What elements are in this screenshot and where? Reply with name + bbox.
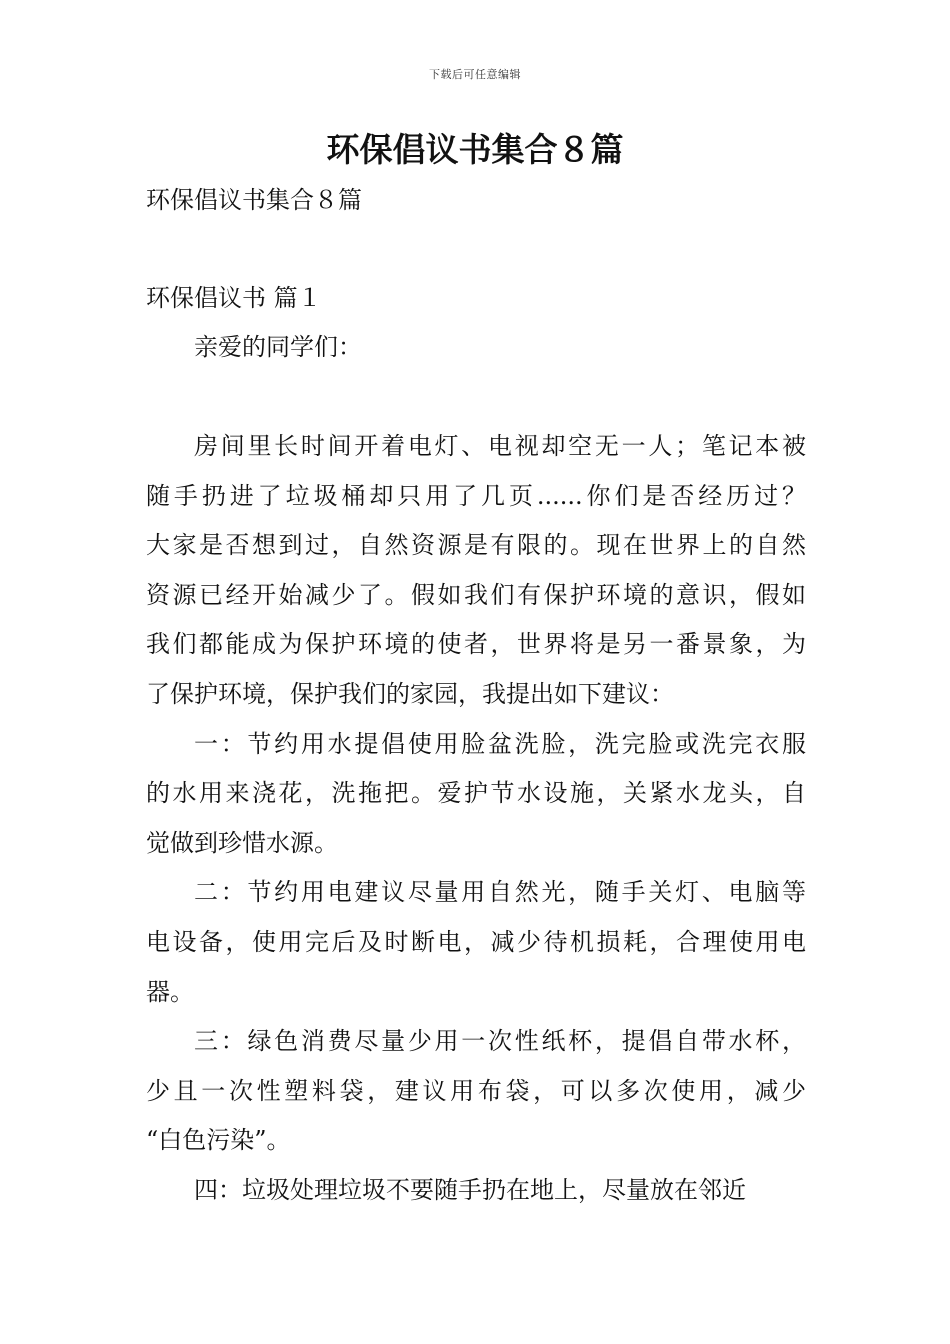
spacer: [146, 372, 806, 422]
paragraph-list: [146, 422, 806, 1216]
paragraph-line: 电设备，使用完后及时断电，减少待机损耗，合理使用电: [146, 927, 806, 956]
paragraph-line: 大家是否想到过，自然资源是有限的。现在世界上的自然: [146, 531, 806, 560]
paragraph: [146, 868, 806, 1017]
paragraph-line: 觉做到珍惜水源。: [146, 828, 338, 857]
greeting-line: 亲爱的同学们：: [194, 333, 362, 361]
paragraph: [146, 1017, 806, 1166]
paragraph: [146, 720, 806, 869]
paragraph-line: 随手扔进了垃圾桶却只用了几页......你们是否经历过？: [146, 481, 806, 510]
paragraph-line: 的水用来浇花，洗拖把。爱护节水设施，关紧水龙头，自: [146, 779, 806, 808]
document-title: 环保倡议书集合８篇: [326, 130, 624, 169]
section-heading: 环保倡议书 篇１: [146, 284, 322, 312]
paragraph-line: 三：绿色消费尽量少用一次性纸杯，提倡自带水杯，: [194, 1027, 806, 1056]
paragraph-line: 二：节约用电建议尽量用自然光，随手关灯、电脑等: [194, 878, 806, 907]
paragraph-line: 一：节约用水提倡使用脸盆洗脸，洗完脸或洗完衣服: [194, 729, 806, 758]
spacer: [146, 224, 806, 274]
paragraph-line: 器。: [146, 977, 194, 1006]
paragraph-line: 资源已经开始减少了。假如我们有保护环境的意识，假如: [146, 580, 806, 609]
paragraph-line: 四：垃圾处理垃圾不要随手扔在地上，尽量放在邻近: [194, 1175, 746, 1204]
paragraph-line: 了保护环境，保护我们的家园，我提出如下建议：: [146, 679, 674, 708]
paragraph: [146, 1166, 806, 1216]
document-body: [146, 176, 806, 1216]
paragraph-line: 少且一次性塑料袋，建议用布袋，可以多次使用，减少: [146, 1076, 806, 1105]
paragraph: [146, 422, 806, 720]
document-subtitle: 环保倡议书集合８篇: [146, 186, 362, 214]
header-note: 下载后可任意编辑: [429, 68, 521, 81]
paragraph-line: “白色污染”。: [146, 1126, 291, 1155]
paragraph-line: 房间里长时间开着电灯、电视却空无一人；笔记本被: [194, 432, 806, 460]
paragraph-line: 我们都能成为保护环境的使者，世界将是另一番景象，为: [146, 630, 806, 659]
